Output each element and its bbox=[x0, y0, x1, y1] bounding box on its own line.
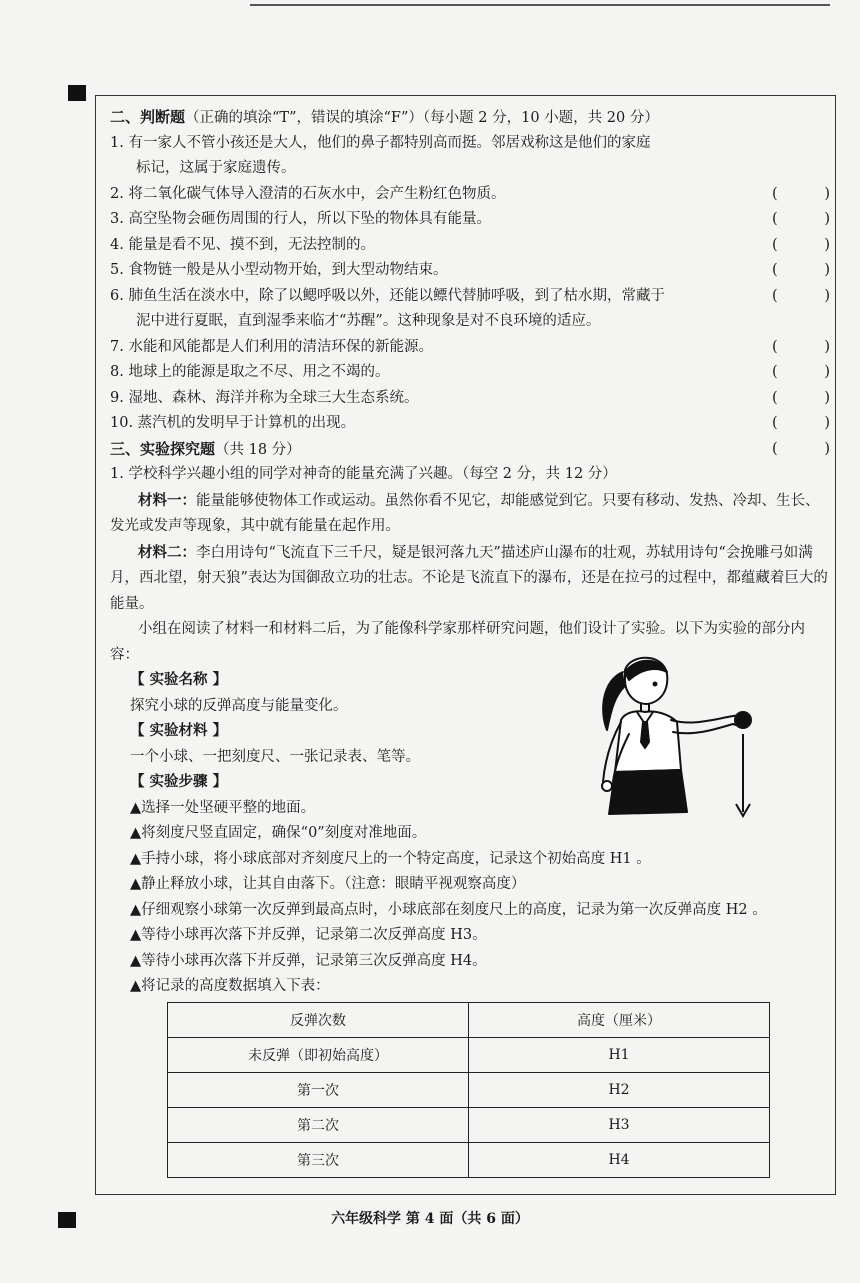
item-number: 10. bbox=[110, 415, 134, 431]
table-row bbox=[168, 1108, 770, 1143]
girl-dropping-ball-illustration bbox=[585, 650, 760, 825]
item-number: 7. bbox=[110, 338, 124, 355]
step-5: ▲仔细观察小球第一次反弹到最高点时，小球底部在刻度尺上的高度，记录为第一次反弹高度 H2 。 bbox=[130, 901, 767, 918]
experiment-intro: 小组在阅读了材料一和材料二后，为了能像科学家那样研究问题，他们设计了实验。以下为实验的部分内容： bbox=[110, 621, 805, 663]
item-text: 标记，这属于家庭遗传。 bbox=[136, 160, 296, 176]
step-4: ▲静止释放小球，让其自由落下。（注意：眼睛平视观察高度） bbox=[130, 876, 526, 892]
answer-parens[interactable]: ( ) bbox=[772, 415, 830, 431]
table-cell[interactable]: H4 bbox=[469, 1143, 770, 1178]
step-6: ▲等待小球再次落下并反弹，记录第二次反弹高度 H3。 bbox=[130, 927, 487, 943]
header-rebound-count: 反弹次数 bbox=[168, 1003, 469, 1038]
item-text: 肺鱼生活在淡水中，除了以鳃呼吸以外，还能以鳔代替肺呼吸，到了枯水期，常藏于 bbox=[128, 287, 665, 304]
answer-parens[interactable]: ( ) bbox=[772, 338, 830, 355]
experiment-name-header: 【 实验名称 】 bbox=[130, 672, 228, 688]
item-number: 1. bbox=[110, 134, 124, 151]
experiment-materials-text: 一个小球、一把刻度尺、一张记录表、笔等。 bbox=[130, 748, 420, 765]
table-cell[interactable]: H3 bbox=[469, 1108, 770, 1143]
experiment-materials-header: 【 实验材料 】 bbox=[130, 723, 228, 739]
step-7: ▲等待小球再次落下并反弹，记录第三次反弹高度 H4。 bbox=[130, 952, 487, 969]
judge-item-6 bbox=[110, 284, 830, 310]
item-number: 3. bbox=[110, 211, 124, 227]
answer-parens[interactable]: ( ) bbox=[772, 262, 830, 278]
step-1: ▲选择一处坚硬平整的地面。 bbox=[130, 799, 316, 816]
section2-instruction: （正确的填涂“T”，错误的填涂“F”）（每小题 2 分，10 小题，共 20 分） bbox=[185, 110, 659, 126]
table-cell[interactable]: H2 bbox=[469, 1073, 770, 1108]
item-text: 将二氧化碳气体导入澄清的石灰水中，会产生粉红色物质。 bbox=[128, 185, 506, 202]
answer-parens[interactable]: ( ) bbox=[772, 364, 830, 380]
item-text: 水能和风能都是人们利用的清洁环保的新能源。 bbox=[128, 338, 433, 355]
material-one-text: 能量能够使物体工作或运动。虽然你看不见它，却能感觉到它。只要有移动、发热、冷却、生长、发光或发声等现象，其中就有能量在起作用。 bbox=[110, 492, 820, 534]
item-text: 湿地、森林、海洋并称为全球三大生态系统。 bbox=[128, 389, 419, 406]
table-cell: 第二次 bbox=[168, 1108, 469, 1143]
table-row bbox=[168, 1038, 770, 1073]
table-header-row bbox=[168, 1003, 770, 1038]
table-row bbox=[168, 1143, 770, 1178]
item-number: 4. bbox=[110, 236, 124, 253]
material-one bbox=[110, 488, 830, 540]
answer-parens[interactable]: ( ) bbox=[772, 236, 830, 253]
page-content bbox=[110, 105, 830, 1000]
item-text: 蒸汽机的发明早于计算机的出现。 bbox=[137, 415, 356, 431]
item-number: 6. bbox=[110, 287, 124, 304]
step-8: ▲将记录的高度数据填入下表： bbox=[130, 978, 330, 994]
step-2: ▲将刻度尺竖直固定，确保“0”刻度对准地面。 bbox=[130, 825, 427, 841]
item-text: 泥中进行夏眠，直到湿季来临才“苏醒”。这种现象是对不良环境的适应。 bbox=[136, 313, 601, 329]
material-two bbox=[110, 540, 830, 618]
table-cell: 第三次 bbox=[168, 1143, 469, 1178]
material-two-text: 李白用诗句“飞流直下三千尺，疑是银河落九天”描述庐山瀑布的壮观，苏轼用诗句“会挽雕弓如满月，西北望，射天狼”表达为国御敌立功的壮志。不论是飞流直下的瀑布，还是在拉弓的过程中，都蕴藏着巨大的能量。 bbox=[110, 544, 828, 612]
header-height: 高度（厘米） bbox=[469, 1003, 770, 1038]
section3-title: 三、实验探究题 bbox=[110, 439, 216, 458]
step-3: ▲手持小球，将小球底部对齐刻度尺上的一个特定高度，记录这个初始高度 H1 。 bbox=[130, 850, 651, 867]
answer-parens[interactable]: ( ) bbox=[772, 440, 830, 457]
item-text: 有一家人不管小孩还是大人，他们的鼻子都特别高而挺。邻居戏称这是他们的家庭 bbox=[128, 134, 651, 151]
item-text: 食物链一般是从小型动物开始，到大型动物结束。 bbox=[128, 262, 448, 278]
material-two-label: 材料二： bbox=[138, 543, 196, 561]
item-number: 2. bbox=[110, 185, 124, 202]
table-cell[interactable]: H1 bbox=[469, 1038, 770, 1073]
section2-header bbox=[110, 105, 830, 131]
item-text: 能量是看不见、摸不到，无法控制的。 bbox=[128, 236, 375, 253]
section3-points: （共 18 分） bbox=[215, 441, 301, 458]
item-text: 地球上的能源是取之不尽、用之不竭的。 bbox=[128, 364, 390, 380]
item-number: 9. bbox=[110, 389, 124, 406]
corner-registration-mark-top bbox=[68, 85, 86, 101]
material-one-label: 材料一： bbox=[138, 491, 196, 509]
answer-parens[interactable]: ( ) bbox=[772, 185, 830, 202]
answer-parens[interactable]: ( ) bbox=[772, 389, 830, 406]
experiment-steps-header: 【 实验步骤 】 bbox=[130, 774, 228, 790]
table-cell: 未反弹（即初始高度） bbox=[168, 1038, 469, 1073]
answer-parens[interactable]: ( ) bbox=[772, 287, 830, 304]
ball-icon bbox=[734, 711, 752, 729]
table-row bbox=[168, 1073, 770, 1108]
page-footer: 六年级科学 第 4 面（共 6 面） bbox=[331, 1211, 529, 1227]
item-number: 5. bbox=[110, 262, 124, 278]
item-number: 8. bbox=[110, 364, 124, 380]
question-1: 1. 学校科学兴趣小组的同学对神奇的能量充满了兴趣。（每空 2 分，共 12 分） bbox=[110, 466, 617, 482]
table-cell: 第一次 bbox=[168, 1073, 469, 1108]
judge-item-1 bbox=[110, 131, 830, 157]
item-text: 高空坠物会砸伤周围的行人，所以下坠的物体具有能量。 bbox=[128, 211, 491, 227]
answer-parens[interactable]: ( ) bbox=[772, 211, 830, 227]
section2-title: 二、判断题 bbox=[110, 108, 186, 126]
rebound-height-table bbox=[167, 1002, 770, 1178]
section3-header bbox=[110, 437, 830, 463]
experiment-name-text: 探究小球的反弹高度与能量变化。 bbox=[130, 697, 348, 714]
scan-top-rule bbox=[250, 4, 830, 6]
